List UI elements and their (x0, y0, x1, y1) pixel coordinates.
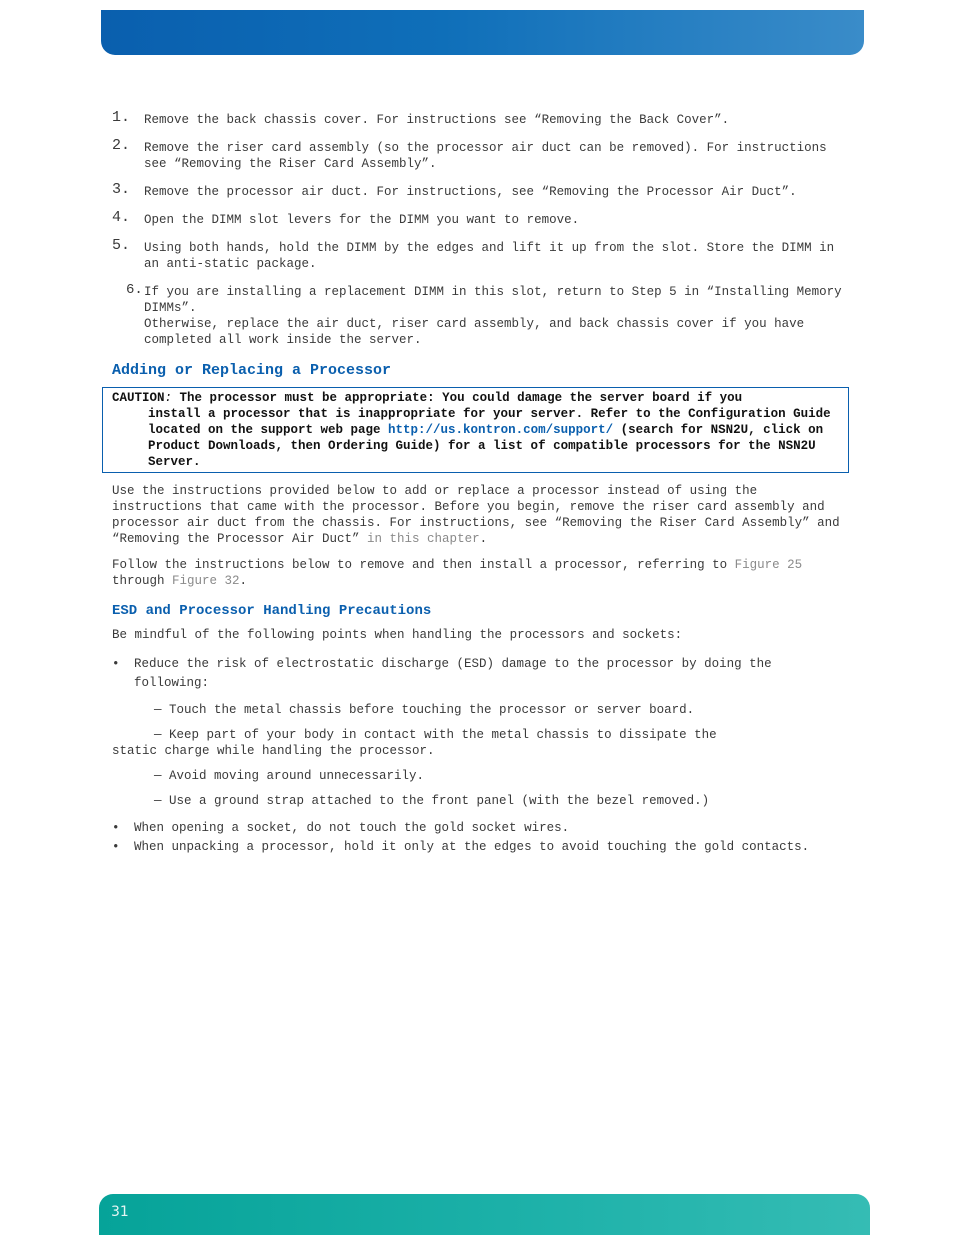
caution-text: install a processor that is inappropriate for your server. Refer to the Configuration Guide located on the support web page (148, 407, 831, 437)
precautions-list (112, 819, 852, 857)
caution-text: (search for NSN2U, click on Product Downloads, then Ordering Guide) for a list of compatible processors for the NSN2U Server. (148, 423, 824, 469)
step-number: 6. (126, 282, 143, 298)
list-item (112, 181, 852, 200)
page-content (112, 109, 852, 857)
list-item (112, 137, 852, 172)
dash-item: — Touch the metal chassis before touching the processor or server board. (154, 703, 695, 717)
bullet-dot: • (112, 657, 120, 671)
paragraph-end: . (479, 532, 488, 546)
figure-reference[interactable]: Figure 32 (172, 574, 240, 588)
paragraph-end: . (239, 574, 248, 588)
step-text: Using both hands, hold the DIMM by the edges and lift it up from the slot. Store the DIMM in an anti-static package. (144, 241, 835, 271)
list-item (112, 237, 852, 272)
step-number: 2. (112, 137, 131, 154)
sub-precautions (112, 702, 852, 809)
bullet-dot: • (112, 821, 120, 835)
footer-banner (99, 1194, 870, 1235)
dash-item: — Keep part of your body in contact with the metal chassis to dissipate the (154, 728, 717, 742)
caution-colon: : (164, 391, 173, 405)
caution-label: CAUTION (112, 391, 165, 405)
caution-text: The processor must be appropriate: You could damage the server board if you (172, 391, 743, 405)
step-text: Remove the riser card assembly (so the processor air duct can be removed). For instructions see “Removing the Riser Card Assembly”. (144, 141, 827, 171)
list-item (112, 109, 852, 128)
step-number: 1. (112, 109, 131, 126)
bullet-dot: • (112, 840, 120, 854)
step-text: Open the DIMM slot levers for the DIMM you want to remove. (144, 213, 580, 227)
paragraph-text: Use the instructions provided below to add or replace a processor instead of using the instructions that came with the processor. Before you begin, remove the riser card assembly and processor air duct from the chassis. For instructions, see “Removing the Riser Card Assembly” and “Removing the Processor Air Duct” (112, 484, 840, 546)
precautions-list (112, 655, 852, 693)
paragraph-text: through (112, 574, 173, 588)
list-item (112, 209, 852, 228)
caution-body (112, 406, 840, 470)
body-paragraph (112, 483, 852, 547)
subsection-heading: ESD and Processor Handling Precautions (112, 603, 432, 619)
intro-paragraph: Be mindful of the following points when handling the processors and sockets: (112, 628, 683, 642)
step-text: If you are installing a replacement DIMM in this slot, return to Step 5 in “Installing Memory DIMMs”. (144, 285, 842, 315)
section-heading: Adding or Replacing a Processor (112, 362, 392, 379)
list-item (112, 284, 852, 348)
list-item (112, 819, 852, 838)
list-item (112, 655, 852, 693)
step-text: Remove the back chassis cover. For instructions see “Removing the Back Cover”. (144, 113, 730, 127)
bullet-text: When opening a socket, do not touch the gold socket wires. (134, 821, 570, 835)
figure-reference[interactable]: Figure 25 (734, 558, 803, 572)
support-link[interactable]: http://us.kontron.com/support/ (388, 423, 614, 437)
body-paragraph (112, 557, 852, 589)
list-item (112, 838, 852, 857)
dash-item: — Use a ground strap attached to the front panel (with the bezel removed.) (154, 794, 710, 808)
page-number: 31 (111, 1204, 129, 1220)
cross-reference[interactable]: in this chapter (359, 532, 480, 546)
bullet-text: Reduce the risk of electrostatic discharge (ESD) damage to the processor by doing the following: (134, 657, 772, 690)
bullet-text: When unpacking a processor, hold it only at the edges to avoid touching the gold contacts. (134, 840, 810, 854)
header-banner (101, 10, 864, 55)
step-number: 4. (112, 209, 131, 226)
step-text-continued: Otherwise, replace the air duct, riser card assembly, and back chassis cover if you have completed all work inside the server. (144, 317, 805, 347)
step-number: 3. (112, 181, 131, 198)
caution-box (102, 387, 849, 473)
procedure-steps (112, 109, 852, 348)
paragraph-text: Follow the instructions below to remove and then install a processor, referring to (112, 558, 735, 572)
dash-item-continued: static charge while handling the processor. (112, 744, 435, 758)
step-text: Remove the processor air duct. For instructions, see “Removing the Processor Air Duct”. (144, 185, 797, 199)
step-number: 5. (112, 237, 131, 254)
dash-item: — Avoid moving around unnecessarily. (154, 769, 425, 783)
